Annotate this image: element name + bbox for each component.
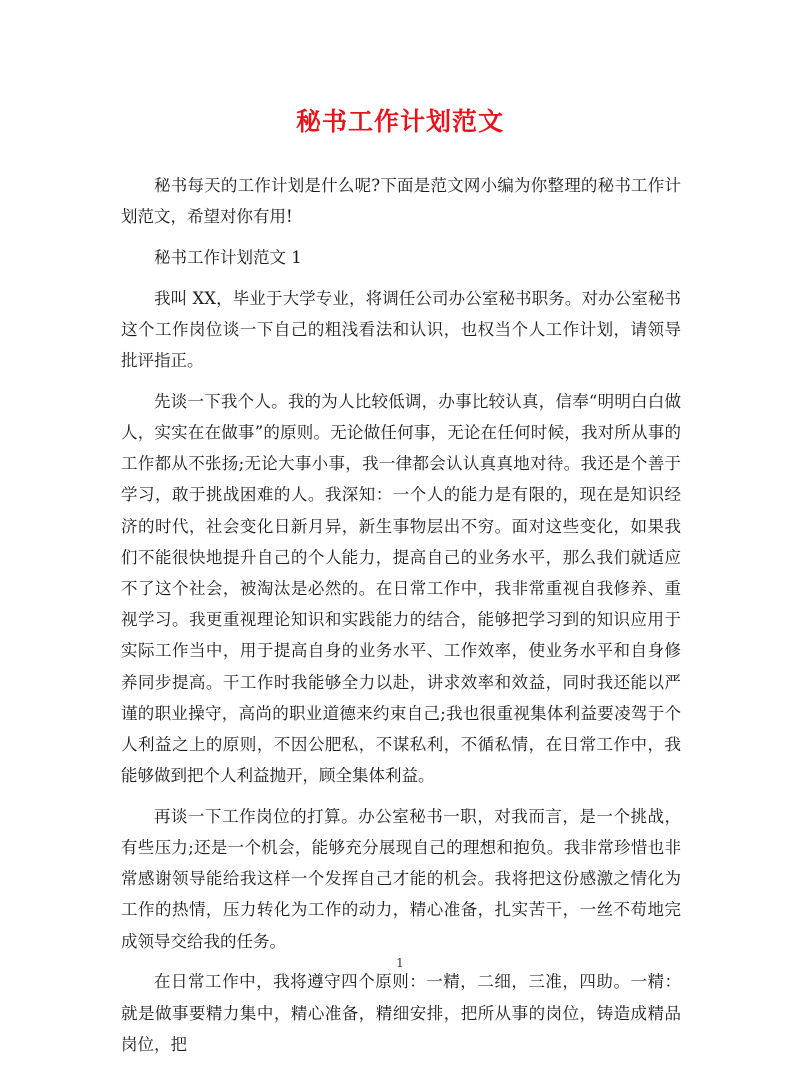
body-paragraph-3: 再谈一下工作岗位的打算。办公室秘书一职，对我而言，是一个挑战，有些压力;还是一个机会，能够充分展现自己的理想和抱负。我非常珍惜也非常感谢领导能给我这样一个发挥自己才能的机会。我将把这份感激之情化为工作的热情，压力转化为工作的动力，精心准备，扎实苦干，一丝不苟地完成领导交给我的任务。: [121, 806, 681, 951]
intro-paragraph: 秘书每天的工作计划是什么呢?下面是范文网小编为你整理的秘书工作计划范文，希望对你有用!: [121, 176, 681, 227]
body-paragraph-2: 先谈一下我个人。我的为人比较低调，办事比较认真，信奉“明明白白做人，实实在在做事”的原则。无论做任何事，无论在任何时候，我对所从事的工作都从不张扬;无论大事小事，我一律都会认认真真地对待。我还是个善于学习，敢于挑战困难的人。我深知：一个人的能力是有限的，现在是知识经济的时代，社会变化日新月异，新生事物层出不穷。面对这些变化，如果我们不能很快地提升自己的个人能力，提高自己的业务水平，那么我们就适应不了这个社会，被淘汰是必然的。在日常工作中，我非常重视自我修养、重视学习。我更重视理论知识和实践能力的结合，能够把学习到的知识应用于实际工作当中，用于提高自身的业务水平、工作效率，使业务水平和自身修养同步提高。干工作时我能够全力以赴，讲求效率和效益，同时我还能以严谨的职业操守，高尚的职业道德来约束自己;我也很重视集体利益要凌驾于个人利益之上的原则，不因公肥私，不谋私利，不循私情，在日常工作中，我能够做到把个人利益抛开，顾全集体利益。: [121, 391, 681, 786]
page-number: 1: [396, 956, 404, 970]
page-title: 秘书工作计划范文: [295, 107, 504, 136]
document-body: [121, 170, 681, 1069]
section-heading: 秘书工作计划范文 1: [154, 247, 302, 267]
body-paragraph-4: 在日常工作中，我将遵守四个原则：一精，二细，三准，四助。一精：就是做事要精力集中，精心准备，精细安排，把所从事的岗位，铸造成精品岗位，把: [121, 972, 681, 1054]
body-paragraph-1: 我叫 XX，毕业于大学专业，将调任公司办公室秘书职务。对办公室秘书这个工作岗位谈一下自己的粗浅看法和认识，也权当个人工作计划，请领导批评指正。: [121, 288, 681, 371]
